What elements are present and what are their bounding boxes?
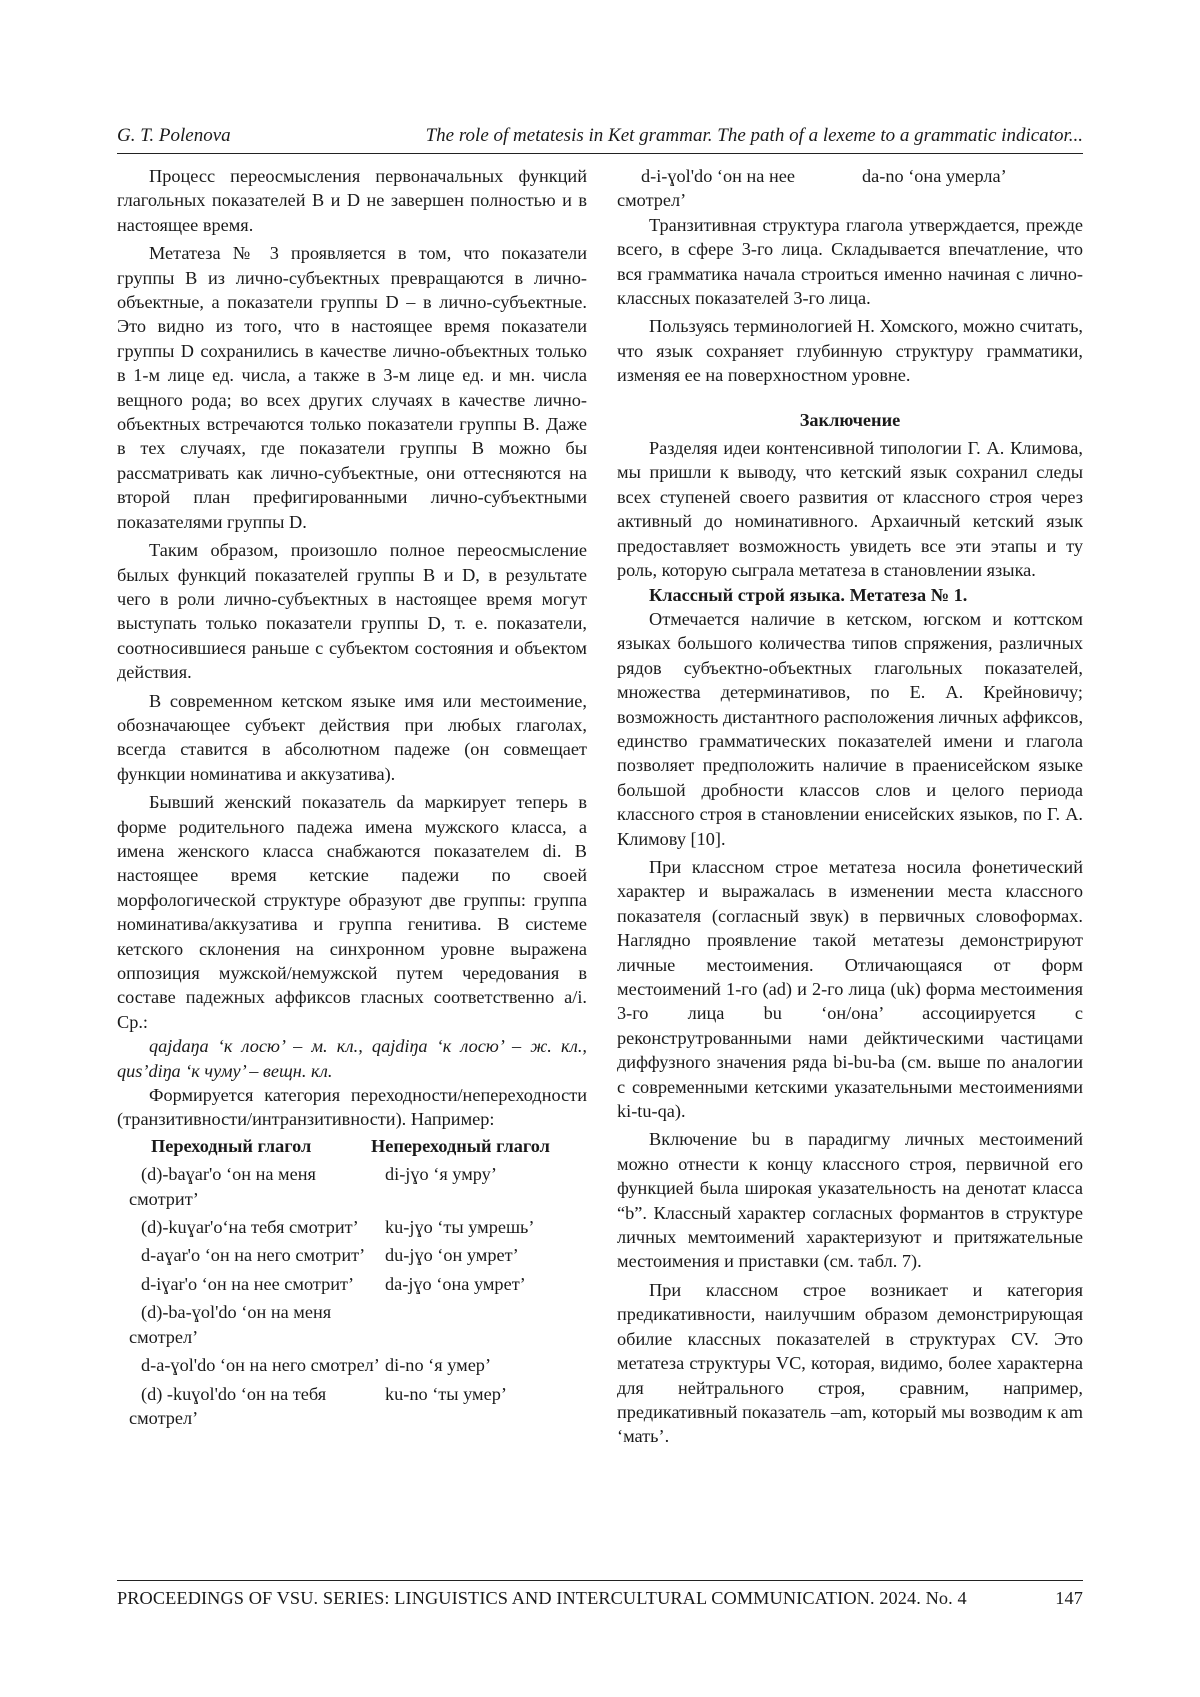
transitive-column-header: Переходный глагол	[151, 1135, 312, 1156]
right-paragraph-8: При классном строе возникает и категория предикативности, наилучшим образом демонстрирующая обилие классных показателей в структурах CV. Это метатеза структуры VC, которая, видимо, более характерна для нейтрального строя, сравним, например, предикативный показатель –am, который мы возводим к am ‘мать’.	[617, 1279, 1083, 1447]
left-column	[117, 164, 587, 1430]
header-title: The role of metatesis in Ket grammar. The path of a lexeme to a grammatic indicator...	[425, 125, 1083, 146]
right-paragraph-3: Разделяя идеи контенсивной типологии Г. А. Климова, мы пришли к выводу, что кетский язык сохранил следы всех ступеней своего развития от классного строя через активный до номинативного. Архаичный кетский язык предоставляет возможность увидеть все эти этапы и ту роль, которую сыграла метатеза в становлении языка.	[617, 438, 1083, 581]
left-paragraph-7: Формируется категория переходности/непереходности (транзитивности/интранзитивности). Например:	[117, 1085, 587, 1130]
subsection-title: Классный строй языка. Метатеза № 1.	[649, 584, 968, 605]
footer-divider	[117, 1580, 1083, 1581]
transitive-form: (d)-kuɣar'o‘на тебя смотрит’	[141, 1217, 359, 1238]
right-paragraph-5: Отмечается наличие в кетском, югском и коттском языках большого количества типов спряжения, различных рядов субъектно-объектных глагольных показателей, множества детерминативов, по Е. А. Крейновичу; возможность дистантного расположения личных аффиксов, единство грамматических показателей имени и глагола позволяет предположить наличие в праенисейском языке большой дробности классов слов и целого периода классного строя в становлении енисейских языков, по Г. А. Климову [10].	[617, 608, 1084, 849]
left-paragraph-5: Бывший женский показатель da маркирует теперь в форме родительного падежа имена мужского класса, а имена женского класса снабжаются показателем di. В настоящее время кетские падежи по своей морфологической структуре образуют две группы: группа номинатива/аккузатива и группа генитива. В системе кетского склонения на синхронном уровне выражена оппозиция мужской/немужской путем чередования в составе падежных аффиксов гласных соответственно a/i. Ср.:	[117, 792, 587, 1032]
left-paragraph-2: Метатеза № 3 проявляется в том, что показатели группы B из лично-субъектных превращаются в лично-объектные, а показатели группы D – в лично-субъектные. Это видно из того, что в настоящее время показатели группы D сохранились в качестве лично-объектных только в 1-м лице ед. числа, а также в 3-м лице ед. и мн. числа вещного рода; во всех других случаях в качестве лично-объектных встречаются только показатели группы B. Даже в тех случаях, где показатели группы B можно бы рассматривать как лично-субъектные, они оттесняются на второй план префигированными лично-субъектными показателями группы D.	[117, 243, 587, 532]
table-row	[117, 1272, 587, 1296]
left-paragraph-1: Процесс переосмысления первоначальных функций глагольных показателей B и D не завершен полностью и в настоящее время.	[117, 166, 587, 235]
header-author: G. T. Polenova	[117, 125, 231, 146]
intransitive-form: di-no ‘я умер’	[385, 1355, 492, 1376]
table-row	[117, 1353, 587, 1377]
table-row	[617, 164, 1083, 213]
transitive-form: (d)-ba-ɣol'do ‘он на меня смотрел’	[129, 1302, 332, 1347]
intransitive-form: ku-no ‘ты умер’	[385, 1383, 507, 1404]
transitive-form: d-a-ɣol'do ‘он на него смотрел’	[141, 1355, 380, 1376]
transitive-form: d-i-ɣol'do ‘он на нее смотрел’	[617, 166, 795, 211]
right-paragraph-6: При классном строе метатеза носила фонетический характер и выражалась в изменении места классного показателя (согласный звук) в первичных словоформах. Наглядно проявление такой метатезы демонстрируют личные местоимения. Отличающаяся от форм местоимений 1-го (ad) и 2-го лица (uk) форма местоимения 3-го лица bu ‘он/она’ ассоциируется с реконструтрованными нами дейктическими частицами диффузного значения ряда bi-bu-ba (см. выше по аналогии с современными кетскими указательными местоимениями ki-tu-qa).	[617, 856, 1083, 1122]
transitive-form: (d) -kuɣol'do ‘он на тебя смотрел’	[129, 1383, 327, 1428]
verb-examples-table	[117, 1134, 587, 1430]
journal-name: PROCEEDINGS OF VSU. SERIES: LINGUISTICS AND INTERCULTURAL COMMUNICATION. 2024. No. 4	[117, 1588, 967, 1608]
transitive-form: d-aɣar'o ‘он на него смотрит’	[141, 1245, 366, 1266]
intransitive-form: di-jɣo ‘я умру’	[385, 1164, 497, 1185]
intransitive-form: ku-jɣo ‘ты умрешь’	[385, 1217, 535, 1238]
intransitive-column-header: Непереходный глагол	[371, 1135, 550, 1156]
page-number: 147	[1055, 1588, 1083, 1608]
table-row	[117, 1215, 587, 1239]
verb-examples-header	[117, 1134, 587, 1158]
intransitive-form: du-jɣo ‘он умрет’	[385, 1245, 519, 1266]
transitive-form: d-iɣar'o ‘он на нее смотрит’	[141, 1273, 355, 1294]
left-case-examples: qajdaŋa ‘к лосю’ – м. кл., qajdiŋa ‘к лосю’ – ж. кл., qus’diŋa ‘к чуму’ – вещн. кл.	[117, 1036, 587, 1081]
intransitive-form: da-no ‘она умерла’	[862, 166, 1007, 186]
intransitive-form	[385, 1300, 587, 1349]
table-row	[117, 1162, 587, 1211]
table-row	[117, 1243, 587, 1267]
left-paragraph-3: Таким образом, произошло полное переосмысление былых функций показателей группы B и D, в результате чего в роли лично-субъектных в настоящее время могут выступать только показатели группы D, т. е. показатели, соотносившиеся раньше с субъектом состояния и объектом действия.	[117, 540, 587, 683]
right-paragraph-1: Транзитивная структура глагола утверждается, прежде всего, в сфере 3-го лица. Складывается впечатление, что вся грамматика начала строиться именно начиная с лично-классных показателей 3-го лица.	[617, 214, 1083, 309]
right-paragraph-2: Пользуясь терминологией Н. Хомского, можно считать, что язык сохраняет глубинную структуру грамматики, изменяя ее на поверхностном уровне.	[617, 316, 1083, 386]
right-column	[617, 164, 1083, 1449]
table-row	[117, 1382, 587, 1431]
left-paragraph-4: В современном кетском языке имя или местоимение, обозначающее субъект действия при любых глаголах, всегда ставится в абсолютном падеже (он совмещает функции номинатива и аккузатива).	[117, 690, 587, 784]
intransitive-form: da-jɣo ‘она умрет’	[385, 1273, 526, 1294]
running-header	[117, 120, 1083, 152]
section-heading-conclusion: Заключение	[799, 409, 901, 430]
transitive-form: (d)-baɣar'o ‘он на меня смотрит’	[129, 1164, 316, 1209]
table-row	[117, 1300, 587, 1349]
right-paragraph-7: Включение bu в парадигму личных местоимений можно отнести к концу классного строя, первичной его функцией была широкая указательность на денотат класса “b”. Классный характер согласных формантов в структуре личных мемтоимений характеризуют и притяжательные местоимения и приставки (см. табл. 7).	[617, 1129, 1083, 1272]
header-divider	[117, 153, 1083, 154]
